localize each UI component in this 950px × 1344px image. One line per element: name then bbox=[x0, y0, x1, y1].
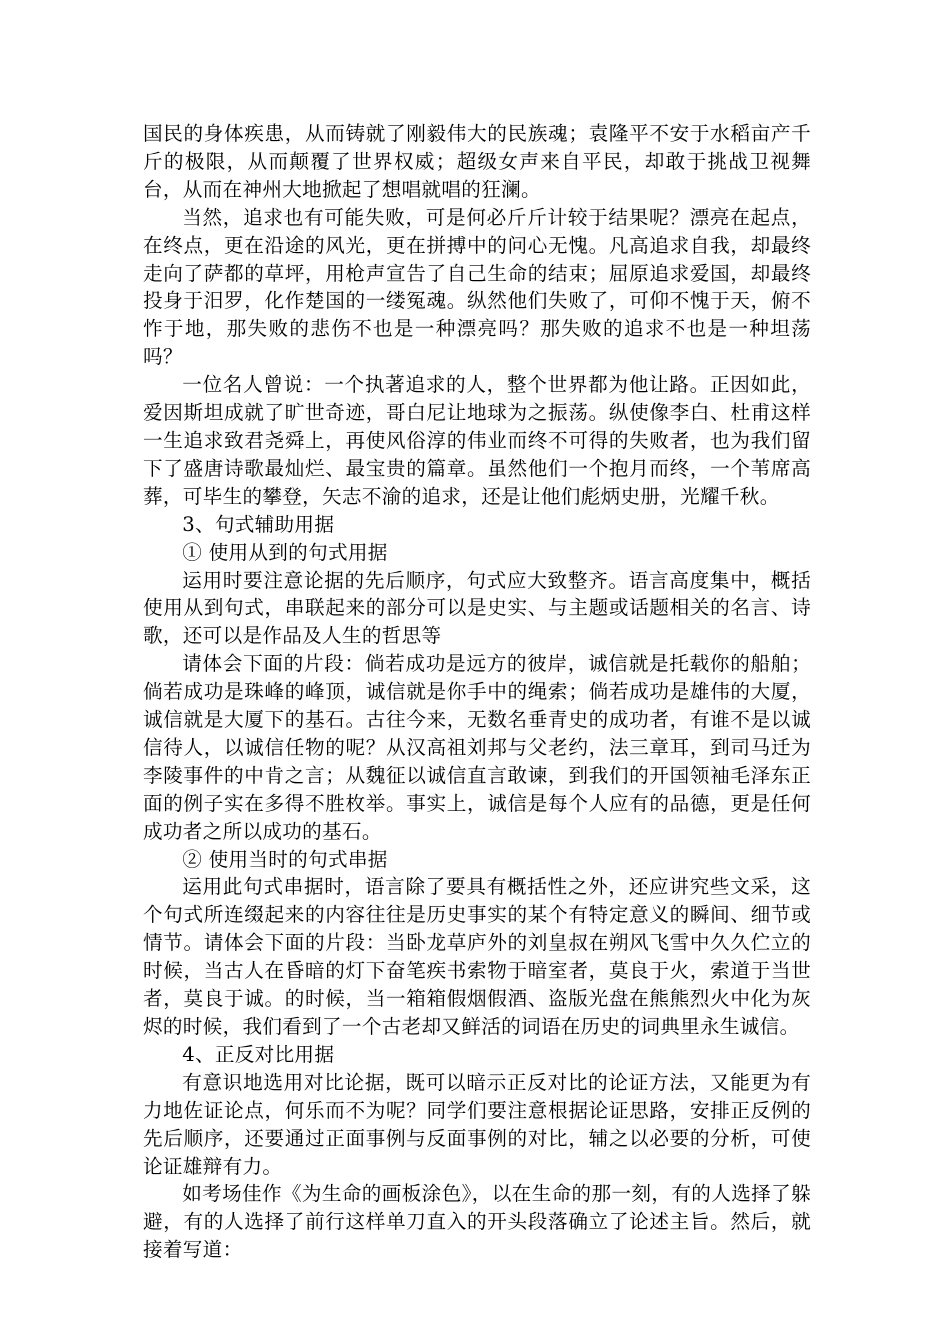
paragraph-2: 当然，追求也有可能失败，可是何必斤斤计较于结果呢？漂亮在起点，在终点，更在沿途的风光，更在拼搏中的问心无愧。凡高追求自我，却最终走向了萨都的草坪，用枪声宣告了自己生命的结束；屈原追求爱国，却最终投身于汨罗，化作楚国的一缕冤魂。纵然他们失败了，可仰不愧于天，俯不怍于地，那失败的悲伤不也是一种漂亮吗？那失败的追求不也是一种坦荡吗？ bbox=[143, 205, 811, 369]
paragraph-5: 请体会下面的片段：倘若成功是远方的彼岸，诚信就是托载你的船舶；倘若成功是珠峰的峰顶，诚信就是你手中的绳索；倘若成功是雄伟的大厦，诚信就是大厦下的基石。古往今来，无数名垂青史的成功者，有谁不是以诚信待人，以诚信任物的呢？从汉高祖刘邦与父老约，法三章耳，到司马迁为李陵事件的中肯之言；从魏征以诚信直言敢谏，到我们的开国领袖毛泽东正面的例子实在多得不胜枚举。事实上，诚信是每个人应有的品德，更是任何成功者之所以成功的基石。 bbox=[143, 652, 811, 843]
paragraph-4: 运用时要注意论据的先后顺序，句式应大致整齐。语言高度集中，概括使用从到句式，串联起来的部分可以是史实、与主题或话题相关的名言、诗歌，还可以是作品及人生的哲思等 bbox=[143, 568, 811, 648]
paragraph-1: 国民的身体疾患，从而铸就了刚毅伟大的民族魂；袁隆平不安于水稻亩产千斤的极限，从而颠覆了世界权威；超级女声来自平民，却敢于挑战卫视舞台，从而在神州大地掀起了想唱就唱的狂澜。 bbox=[143, 122, 811, 201]
document-body bbox=[143, 120, 811, 1264]
subheading-1: ① 使用从到的句式用据 bbox=[182, 540, 388, 564]
subheading-2: ② 使用当时的句式串据 bbox=[182, 847, 388, 871]
section-heading-4: 4、正反对比用据 bbox=[182, 1042, 335, 1066]
paragraph-3: 一位名人曾说：一个执著追求的人，整个世界都为他让路。正因如此，爱因斯坦成就了旷世奇迹，哥白尼让地球为之振荡。纵使像李白、杜甫这样一生追求致君尧舜上，再使风俗淳的伟业而终不可得的失败者，也为我们留下了盛唐诗歌最灿烂、最宝贵的篇章。虽然他们一个抱月而终，一个苇席高葬，可毕生的攀登，矢志不渝的追求，还是让他们彪炳史册，光耀千秋。 bbox=[143, 373, 811, 508]
paragraph-6: 运用此句式串据时，语言除了要具有概括性之外，还应讲究些文采，这个句式所连缀起来的内容往往是历史事实的某个有特定意义的瞬间、细节或情节。请体会下面的片段：当卧龙草庐外的刘皇叔在朔风飞雪中久久伫立的时候，当古人在昏暗的灯下奋笔疾书索物于暗室者，莫良于火，索道于当世者，莫良于诚。的时候，当一箱箱假烟假酒、盗版光盘在熊熊烈火中化为灰烬的时候，我们看到了一个古老却又鲜活的词语在历史的词典里永生诚信。 bbox=[143, 875, 811, 1038]
paragraph-8: 如考场佳作《为生命的画板涂色》，以在生命的那一刻，有的人选择了躲避，有的人选择了前行这样单刀直入的开头段落确立了论述主旨。然后，就接着写道： bbox=[143, 1182, 811, 1262]
paragraph-7: 有意识地选用对比论据，既可以暗示正反对比的论证方法，又能更为有力地佐证论点，何乐而不为呢？同学们要注意根据论证思路，安排正反例的先后顺序，还要通过正面事例与反面事例的对比，辅之以必要的分析，可使论证雄辩有力。 bbox=[143, 1070, 811, 1178]
section-heading-3: 3、句式辅助用据 bbox=[182, 512, 335, 536]
